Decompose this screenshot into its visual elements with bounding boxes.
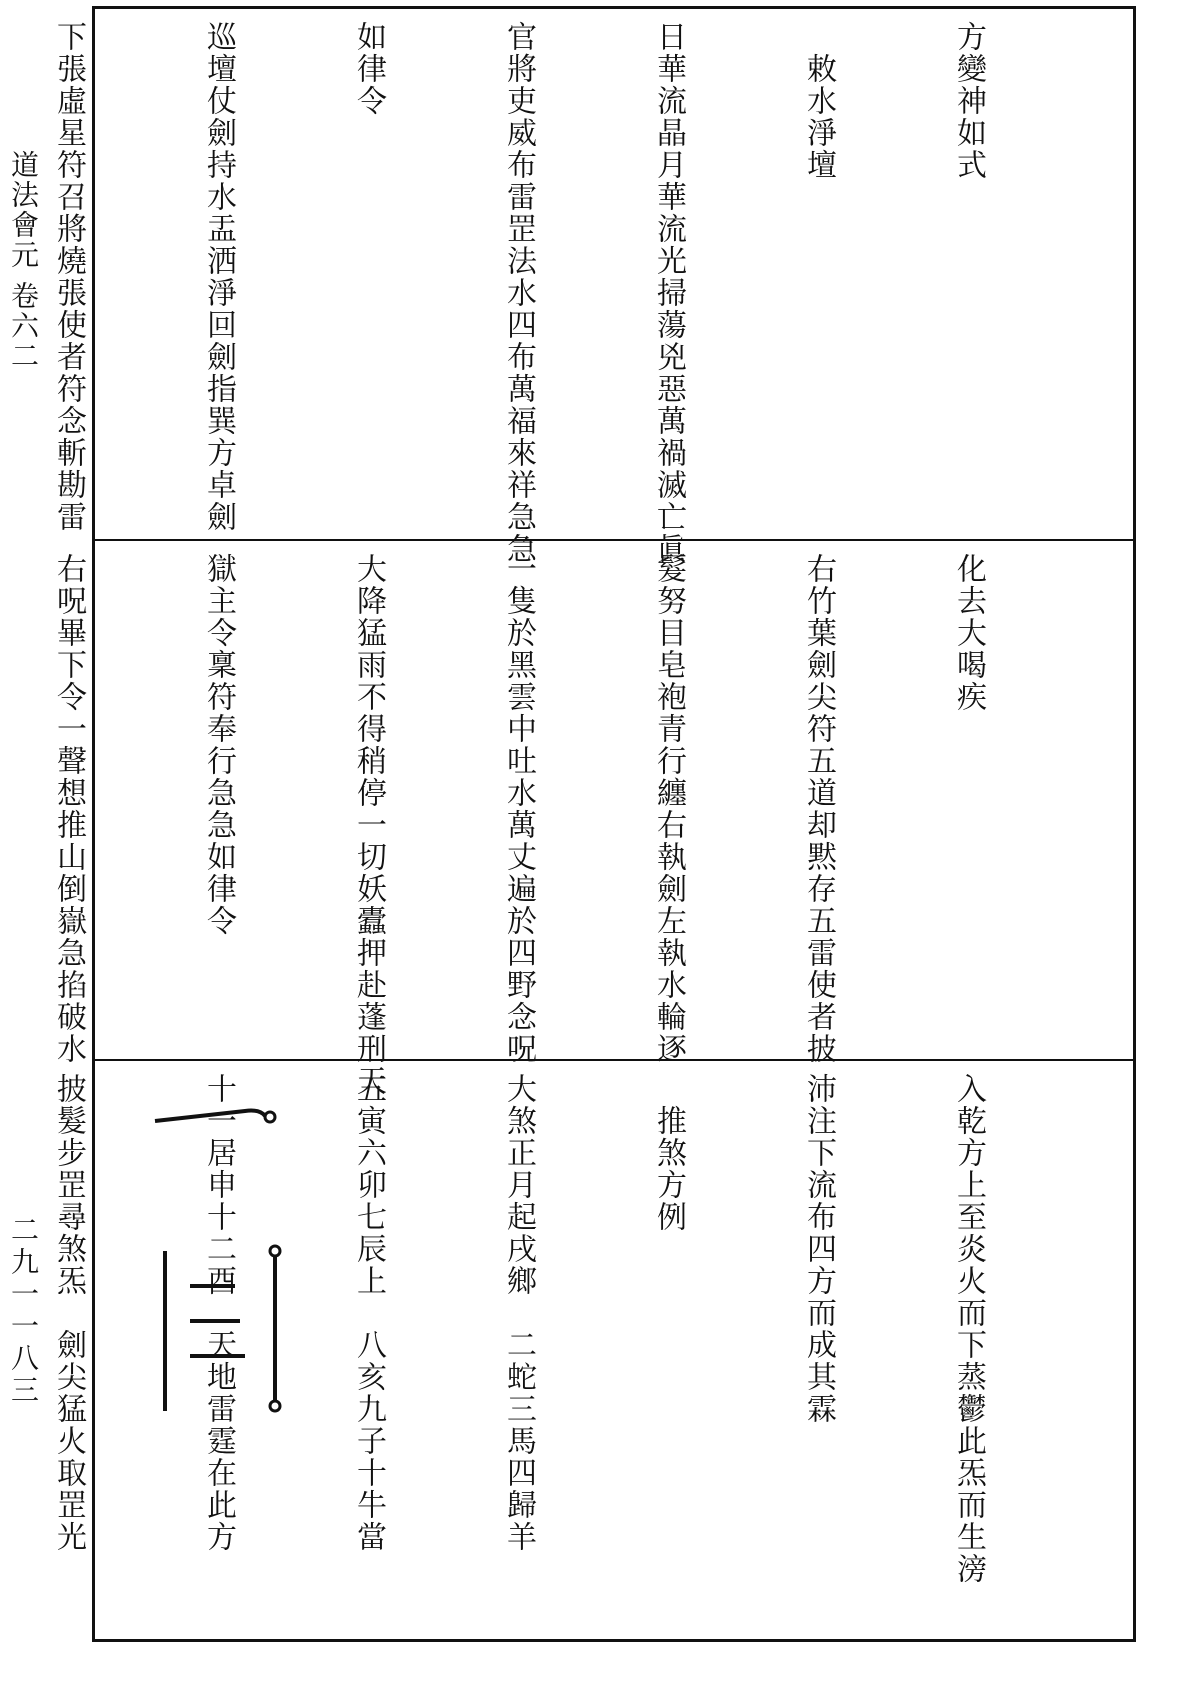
text-column: 右竹葉劍尖符五道却黙存五雷使者披	[801, 553, 836, 1065]
text-column: 髮努目皂袍青行纏右執劍左執水輪逐	[651, 553, 686, 1065]
text-column: 一隻於黑雲中吐水萬丈遍於四野念呪	[501, 553, 536, 1065]
text-column: 右呪畢下令一聲想推山倒嶽急掐破水	[51, 553, 86, 1065]
page-frame	[51, 6, 1136, 1642]
text-column: 日華流晶月華流光掃蕩兇惡萬禍滅亡眞	[651, 21, 686, 565]
text-column: 大降猛雨不得稍停一切妖蠹押赴蓬刑天	[351, 553, 386, 1097]
talisman-lower-dot	[270, 1401, 280, 1411]
text-column: 下張虛星符召將燒張使者符念斬勘雷	[51, 21, 86, 533]
register-top	[51, 9, 1133, 565]
margin-title: 道法會元 卷六二	[7, 150, 40, 371]
text-block-bottom	[51, 1073, 1093, 1629]
text-column: 如律令	[351, 21, 386, 117]
margin-page-number: 二九一一八三	[7, 1215, 40, 1407]
text-column: 推煞方例	[651, 1073, 686, 1233]
text-column: 敕水淨壇	[801, 21, 836, 181]
text-column: 入乾方上至炎火而下蒸鬱此炁而生滂	[951, 1073, 986, 1585]
text-column: 十一居申十二酉 天地雷霆在此方	[201, 1073, 236, 1553]
text-column: 五寅六卯七辰上 八亥九子十牛當	[351, 1073, 386, 1553]
talisman-top-stroke	[155, 1111, 265, 1121]
talisman-lines	[190, 1286, 245, 1356]
register-bottom	[51, 1059, 1133, 1639]
text-column: 巡壇仗劍持水盂洒淨回劍指巽方卓劍	[201, 21, 236, 533]
text-column: 化去大喝疾	[951, 553, 986, 713]
text-column: 大煞正月起戌鄉 二蛇三馬四歸羊	[501, 1073, 536, 1553]
talisman-diagram	[125, 1081, 305, 1621]
text-column: 方變神如式	[951, 21, 986, 181]
text-block-top	[0, 21, 1093, 565]
text-block-middle	[0, 553, 1093, 1097]
text-column: 披髮步罡尋煞炁 劍尖猛火取罡光	[51, 1073, 86, 1553]
text-column: 獄主令稟符奉行急急如律令	[201, 553, 236, 937]
text-column: 沛注下流布四方而成其霖	[801, 1073, 836, 1425]
talisman-top-dot	[265, 1112, 275, 1122]
talisman-upper-dot	[270, 1246, 280, 1256]
register-middle	[51, 539, 1133, 1097]
text-column: 官將吏威布雷罡法水四布萬福來祥急急	[501, 21, 536, 565]
